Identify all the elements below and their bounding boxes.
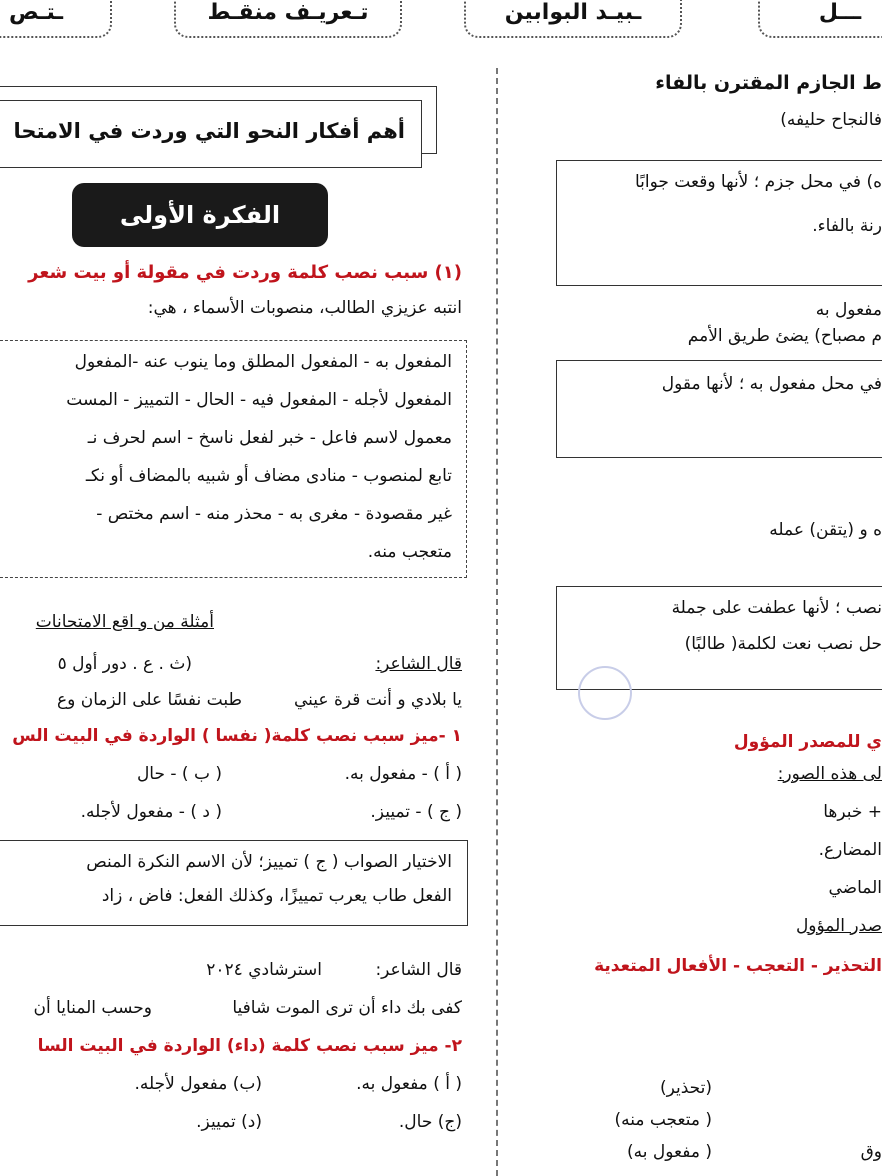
question-2: ٢- ميز سبب نصب كلمة (داء) الواردة في البيت السا	[37, 1036, 462, 1056]
option-a: ( أ ) - مفعول به.	[344, 764, 462, 784]
idea-banner: الفكرة الأولى	[72, 183, 328, 247]
question-1: ١ -ميز سبب نصب كلمة( نفسا ) الواردة في البيت الس	[12, 726, 462, 746]
right-box-line: في محل مفعول به ؛ لأنها مقول	[661, 374, 882, 394]
right-subheading: لى هذه الصور:	[777, 764, 882, 784]
right-item: صدر المؤول	[795, 916, 882, 936]
tab-center-right: ـبيـد البوابين	[464, 0, 682, 38]
right-label: (تحذير)	[659, 1078, 712, 1098]
right-item: الماضي	[828, 878, 882, 898]
right-box-line: ه) في محل جزم ؛ لأنها وقعت جوابًا	[634, 172, 882, 192]
verse-second-half: وحسب المنايا أن	[33, 998, 152, 1018]
examples-heading: أمثلة من و اقع الامتحانات	[35, 612, 214, 632]
intro-text: انتبه عزيزي الطالب، منصوبات الأسماء ، هي:	[147, 298, 462, 318]
exam-source: (ث . ع . دور أول ٥	[57, 654, 192, 674]
option-c: (ج) حال.	[398, 1112, 462, 1132]
option-a: ( أ ) مفعول به.	[356, 1074, 462, 1094]
poet-label: قال الشاعر:	[375, 960, 462, 980]
right-item: + خبرها	[823, 802, 882, 822]
tab-left: ـتـص	[0, 0, 112, 38]
pointer-circle	[578, 666, 632, 720]
right-item: المضارع.	[818, 840, 882, 860]
right-heading-3: ي للمصدر المؤول	[733, 732, 882, 752]
verse-second-half: طبت نفسًا على الزمان وع	[57, 690, 242, 710]
idea-heading: (١) سبب نصب كلمة وردت في مقولة أو بيت شعر	[28, 262, 462, 283]
option-b: (ب) مفعول لأجله.	[134, 1074, 262, 1094]
right-heading-2: مفعول به	[815, 300, 882, 320]
answer-line: الفعل طاب يعرب تمييزًا، وكذلك الفعل: فاض ، زاد	[101, 886, 452, 906]
option-d: (د) تمييز.	[196, 1112, 262, 1132]
verse-first-half: كفى بك داء أن ترى الموت شافيا	[232, 998, 462, 1018]
option-c: ( ج ) - تمييز.	[370, 802, 462, 822]
tab-center-left: تـعريـف منقـط	[174, 0, 402, 38]
right-box-line: رنة بالفاء.	[812, 216, 882, 236]
list-line: تابع لمنصوب - منادى مضاف أو شبيه بالمضاف أو نكـ	[85, 466, 452, 486]
list-line: المفعول به - المفعول المطلق وما ينوب عنه -المفعول	[74, 352, 452, 372]
tab-right: ـــل	[758, 0, 882, 38]
option-b: ( ب ) - حال	[136, 764, 222, 784]
right-box-line: نصب ؛ لأنها عطفت على جملة	[671, 598, 882, 618]
list-line: غير مقصودة - مغرى به - محذر منه - اسم مختص -	[96, 504, 452, 524]
title-box	[0, 100, 422, 168]
right-example-2: م مصباح) يضئ طريق الأمم	[687, 326, 882, 346]
right-label: ( مفعول به)	[627, 1142, 712, 1162]
option-d: ( د ) - مفعول لأجله.	[80, 802, 222, 822]
list-line: المفعول لأجله - المفعول فيه - الحال - التمييز - المست	[66, 390, 452, 410]
right-red-line: التحذير - التعجب - الأفعال المتعدية	[594, 956, 882, 976]
column-divider	[496, 68, 498, 1176]
right-box-line: حل نصب نعت لكلمة( طالبًا)	[684, 634, 882, 654]
right-heading-1: ط الجازم المقترن بالفاء	[655, 72, 882, 94]
answer-line: الاختيار الصواب ( ج ) تمييز؛ لأن الاسم النكرة المنص	[86, 852, 452, 872]
exam-source: استرشادي ٢٠٢٤	[206, 960, 322, 980]
poet-label: قال الشاعر:	[375, 654, 462, 674]
right-example-1: فالنجاح حليفه)	[780, 110, 882, 130]
right-label: ( متعجب منه)	[614, 1110, 712, 1130]
right-example-3: ه و (يتقن) عمله	[769, 520, 882, 540]
right-bottom-word: وق	[860, 1142, 882, 1162]
list-line: معمول لاسم فاعل - خبر لفعل ناسخ - اسم لحرف نـ	[87, 428, 452, 448]
verse-first-half: يا بلادي و أنت قرة عيني	[293, 690, 462, 710]
list-line: متعجب منه.	[367, 542, 452, 562]
section-title: أهم أفكار النحو التي وردت في الامتحا	[13, 119, 405, 143]
